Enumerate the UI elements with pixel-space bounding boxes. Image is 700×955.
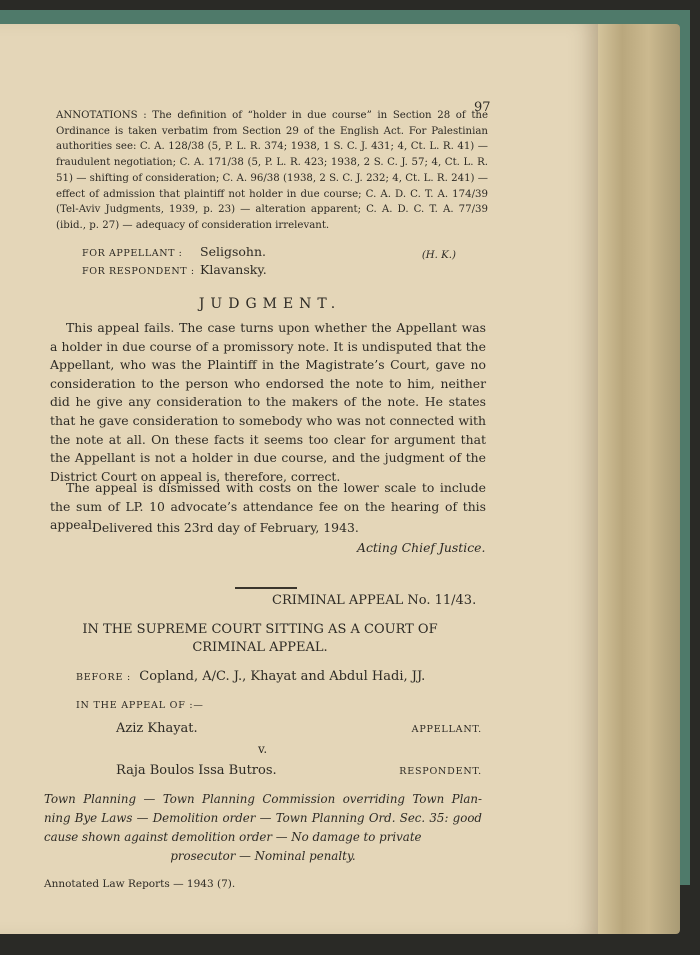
page-number: 97 (474, 100, 491, 115)
headnote-line-2: prosecutor — Nominal penalty. (170, 849, 356, 863)
before-line (76, 669, 425, 684)
versus: v. (258, 742, 268, 756)
footer: Annotated Law Reports — 1943 (7). (44, 878, 236, 890)
before-judges: Copland, A/C. J., Khayat and Abdul Hadi, JJ. (139, 669, 426, 684)
case-number: CRIMINAL APPEAL No. 11/43. (272, 593, 477, 608)
judgment-paragraph-2: The appeal is dismissed with costs on the lower scale to include the sum of LP. 10 advocate’s attendance fee on the hearing of this appeal. (50, 480, 486, 533)
judgment-heading: JUDGMENT. (198, 296, 342, 312)
headnote (44, 790, 482, 866)
counsel-appellant-name: Seligsohn. (200, 244, 266, 259)
headnote-line-1: Town Planning — Town Planning Commission overriding Town Plan- ning Bye Laws — Demolition order — Town Planning Ord. Sec. 35: good cause shown against demolition order — No damage to private (44, 792, 482, 844)
counsel-respondent (82, 262, 267, 277)
annotations-text: ANNOTATIONS : The definition of “holder in due course” in Section 28 of the Ordinance is taken verbatim from Section 29 of the English Act. For Palestinian authorities see: C. A. 128/38 (5, P. L. R. 374; 1938, 1 S. C. J. 431; 4, Ct. L. R. 41) — fraudulent negotiation; C. A. 171/38 (5, P. L. R. 423; 1938, 2 S. C. J. 57; 4, Ct. L. R. 51) — shifting of consideration; C. A. 96/38 (1938, 2 S. C. J. 232; 4, Ct. L. R. 241) — effect of admission that plaintiff not holder in due course; C. A. D. C. T. A. 174/39 (Tel-Aviv Judgments, 1939, p. 23) — alteration apparent; C. A. D. C. T. A. 77/39 (ibid., p. 27) — adequacy of consideration irrelevant. (56, 110, 488, 231)
before-label: BEFORE : (76, 672, 132, 683)
page (0, 24, 598, 934)
in-appeal-of: IN THE APPEAL OF :— (76, 700, 204, 711)
counsel-appellant (82, 244, 266, 259)
counsel-appellant-label: FOR APPELLANT : (82, 248, 183, 259)
annotation-initials: (H. K.) (421, 250, 456, 261)
respondent-role: RESPONDENT. (399, 766, 482, 777)
respondent-party: Raja Boulos Issa Butros. (116, 763, 277, 778)
section-divider (235, 587, 297, 589)
appellant-party: Aziz Khayat. (116, 721, 198, 736)
delivered-line: Delivered this 23rd day of February, 1943. (92, 520, 359, 535)
court-line-1: IN THE SUPREME COURT SITTING AS A COURT OF (82, 622, 438, 637)
appellant-role: APPELLANT. (411, 724, 482, 735)
court-line-2: CRIMINAL APPEAL. (192, 640, 328, 655)
judgment-paragraph-1: This appeal fails. The case turns upon whether the Appellant was a holder in due course of a promissory note. It is undisputed that the Appellant, who was the Plaintiff in the Magistrate’s Court, gave no consideration to the person who endorsed the note to him, neither did he give any consideration to the makers of the note. He states that he gave consideration to somebody who was not connected with the note at all. On these facts it seems too clear for argument that the Appellant is not a holder in due course, and the judgment of the District Court on appeal is, therefore, correct. (50, 320, 486, 484)
signature: Acting Chief Justice. (357, 540, 486, 555)
counsel-respondent-label: FOR RESPONDENT : (82, 266, 195, 277)
counsel-respondent-name: Klavansky. (200, 262, 267, 277)
